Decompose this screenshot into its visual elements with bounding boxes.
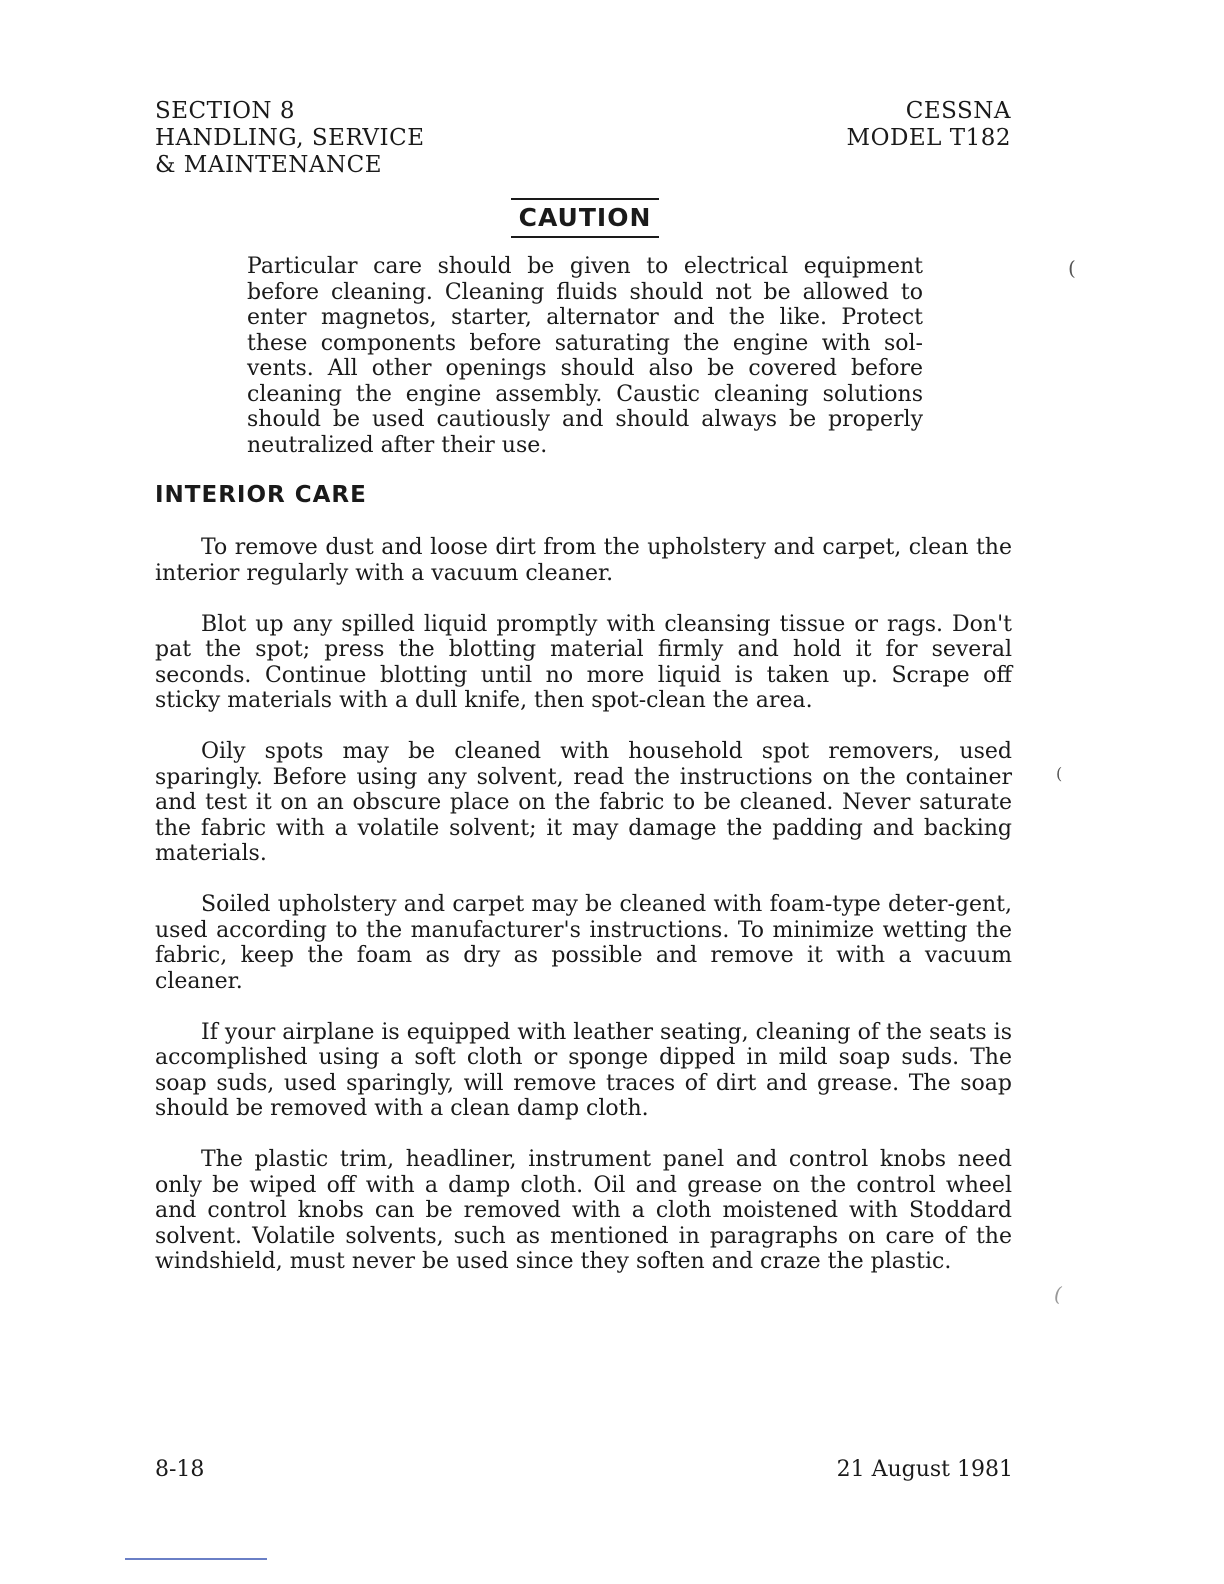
bottom-divider xyxy=(125,1558,267,1560)
paragraph: The plastic trim, headliner, instrument panel and control knobs need only be wiped off with a damp cloth. Oil and grease on the control wheel and control knobs can be removed with a cloth moistened with Stoddard solvent. Volatile solvents, such as mentioned in paragraphs on care of the windshield, must never be used since they soften and craze the plastic. xyxy=(155,1147,1012,1274)
paragraph: Soiled upholstery and carpet may be cleaned with foam-type deter-gent, used according to the manufacturer's instructions. To minimize wetting the fabric, keep the foam as dry as possible and remove it with a vacuum cleaner. xyxy=(155,892,1012,994)
header-right-line: MODEL T182 xyxy=(846,125,1011,151)
page-number: 8-18 xyxy=(155,1457,205,1482)
margin-mark: ( xyxy=(1054,1282,1062,1306)
header-model xyxy=(847,98,1011,152)
margin-mark: ( xyxy=(1068,256,1076,280)
caution-title: CAUTION xyxy=(511,198,659,238)
caution-text: Particular care should be given to electrical equipment before cleaning. Cleaning fluids should not be allowed to enter magnetos, starter, alternator and the like. Protect these components before saturating the engine with sol-vents. All other openings should also be covered before cleaning the engine assembly. Caustic cleaning solutions should be used cautiously and should always be properly neutralized after their use. xyxy=(247,254,923,458)
paragraph: To remove dust and loose dirt from the upholstery and carpet, clean the interior regularly with a vacuum cleaner. xyxy=(155,535,1012,586)
paragraph: Blot up any spilled liquid promptly with cleansing tissue or rags. Don't pat the spot; press the blotting material firmly and hold it for several seconds. Continue blotting until no more liquid is taken up. Scrape off sticky materials with a dull knife, then spot-clean the area. xyxy=(155,611,1012,713)
header-left-line: SECTION 8 xyxy=(155,98,295,124)
margin-mark: ( xyxy=(1056,764,1063,783)
interior-care-body xyxy=(155,535,1012,1300)
revision-date: 21 August 1981 xyxy=(836,1457,1013,1482)
header-left-line: HANDLING, SERVICE xyxy=(155,125,425,151)
header-left-line: & MAINTENANCE xyxy=(155,152,383,178)
header-right-line: CESSNA xyxy=(905,98,1011,124)
paragraph: If your airplane is equipped with leather seating, cleaning of the seats is accomplished using a soft cloth or sponge dipped in mild soap suds. The soap suds, used sparingly, will remove traces of dirt and grease. The soap should be removed with a clean damp cloth. xyxy=(155,1019,1012,1121)
header-section-title xyxy=(155,98,425,179)
interior-care-heading: INTERIOR CARE xyxy=(155,482,367,508)
paragraph: Oily spots may be cleaned with household spot removers, used sparingly. Before using any solvent, read the instructions on the container and test it on an obscure place on the fabric to be cleaned. Never saturate the fabric with a volatile solvent; it may damage the padding and backing materials. xyxy=(155,739,1012,866)
